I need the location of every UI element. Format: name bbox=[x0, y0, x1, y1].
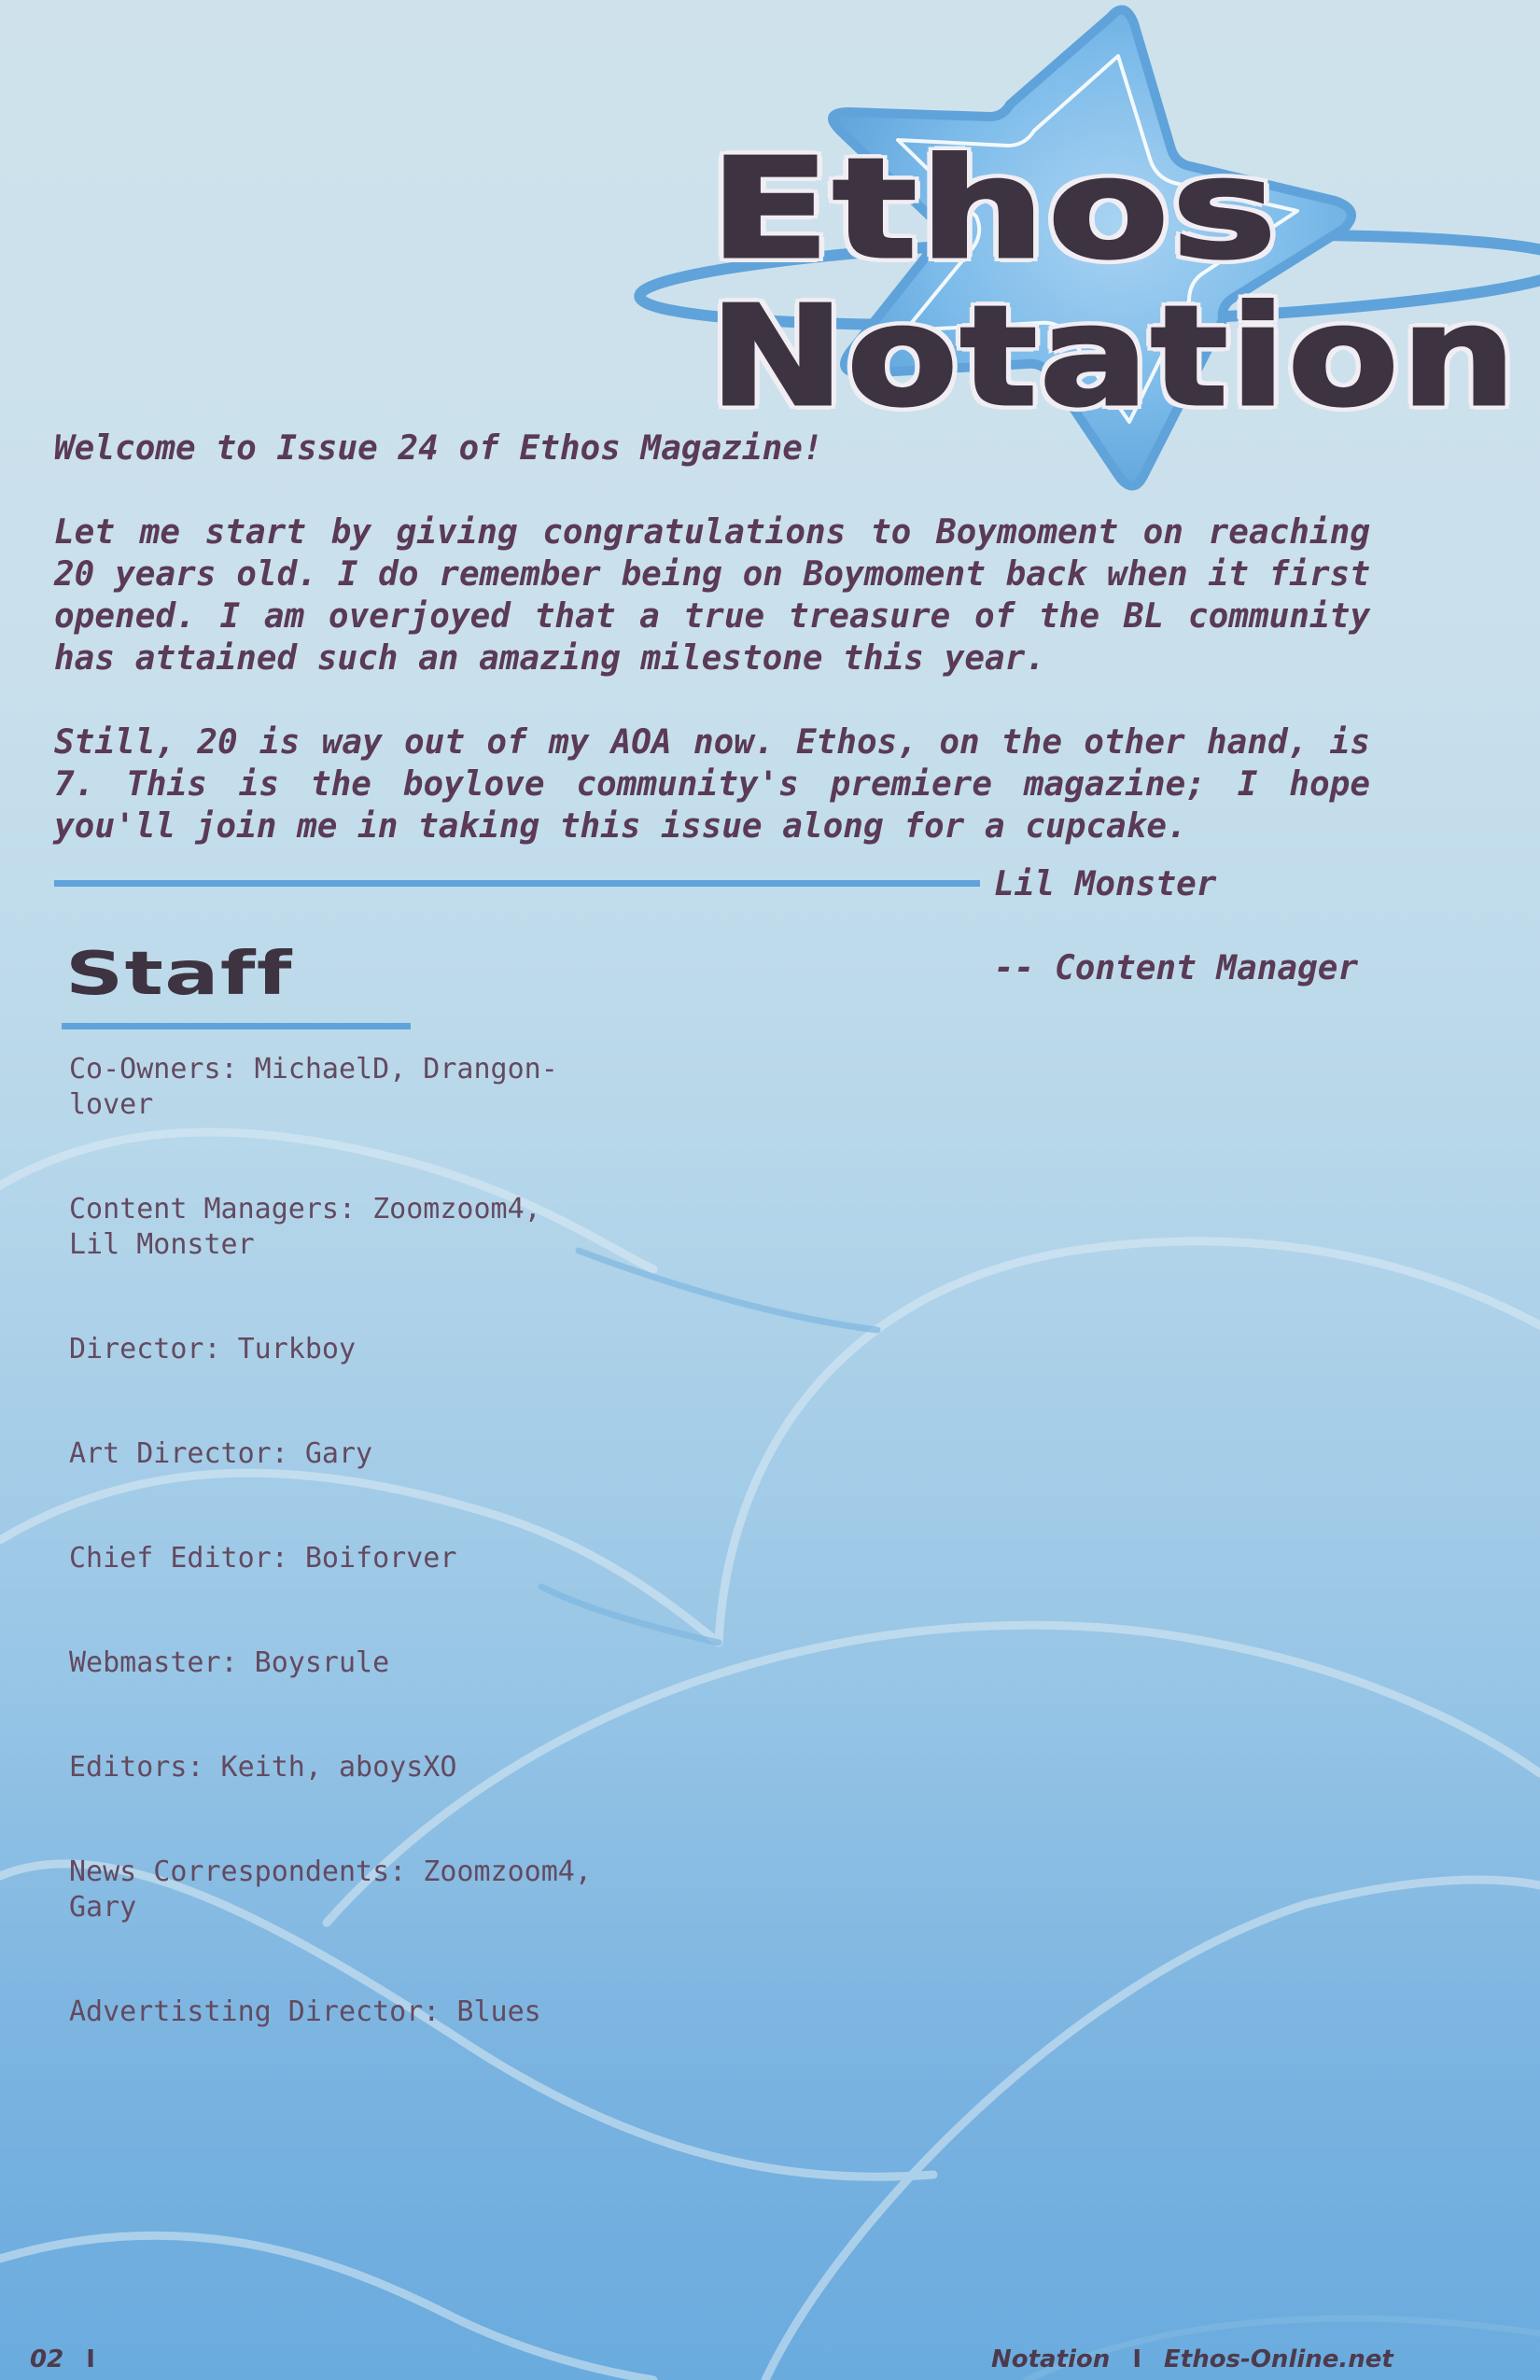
letter-paragraph-2: Still, 20 is way out of my AOA now. Ethos, on the other hand, is 7. This is the boylove community's premiere magazine; I hope you'll join me in taking this issue along for a cupcake. bbox=[54, 723, 1370, 846]
staff-entry-advertising-director: Advertisting Director: Blues bbox=[69, 1995, 541, 2028]
footer-page-info bbox=[30, 2345, 118, 2373]
logo-title-line-1: Ethos bbox=[709, 129, 1280, 289]
staff-entry-editors: Editors: Keith, aboysXO bbox=[69, 1751, 457, 1784]
welcome-line: Welcome to Issue 24 of Ethos Magazine! bbox=[54, 429, 823, 468]
footer-section-name: Notation bbox=[991, 2345, 1111, 2373]
page-number: 02 bbox=[30, 2345, 64, 2373]
signature-role: -- Content Manager bbox=[994, 949, 1359, 987]
staff-entry-news-correspondents: News Correspondents: Zoomzoom4, Gary bbox=[69, 1855, 592, 1924]
staff-entry-director: Director: Turkboy bbox=[69, 1333, 357, 1365]
staff-entry-content-managers: Content Managers: Zoomzoom4, Lil Monster bbox=[69, 1193, 541, 1261]
staff-list bbox=[69, 1052, 610, 2030]
footer-publication-info bbox=[991, 2345, 1393, 2373]
footer-separator-left: I bbox=[86, 2345, 95, 2373]
signature-block bbox=[994, 863, 1358, 989]
logo-title-line-2: Notation bbox=[709, 276, 1519, 437]
editor-letter bbox=[54, 427, 1370, 847]
staff-heading: Staff bbox=[65, 940, 293, 1009]
signature-divider bbox=[54, 880, 980, 887]
staff-entry-webmaster: Webmaster: Boysrule bbox=[69, 1646, 390, 1679]
letter-paragraph-1: Let me start by giving congratulations to Boymoment on reaching 20 years old. I do remember being on Boymoment back when it first opened. I am overjoyed that a true treasure of the BL community has attained such an amazing milestone this year. bbox=[54, 513, 1370, 678]
staff-heading-underline bbox=[62, 1023, 411, 1029]
footer-separator-right: I bbox=[1132, 2345, 1141, 2373]
staff-entry-art-director: Art Director: Gary bbox=[69, 1437, 373, 1470]
footer-website: Ethos-Online.net bbox=[1164, 2345, 1393, 2373]
staff-entry-chief-editor: Chief Editor: Boiforver bbox=[69, 1542, 457, 1575]
signature-name: Lil Monster bbox=[994, 865, 1217, 903]
staff-entry-co-owners: Co-Owners: MichaelD, Drangon- lover bbox=[69, 1053, 558, 1121]
